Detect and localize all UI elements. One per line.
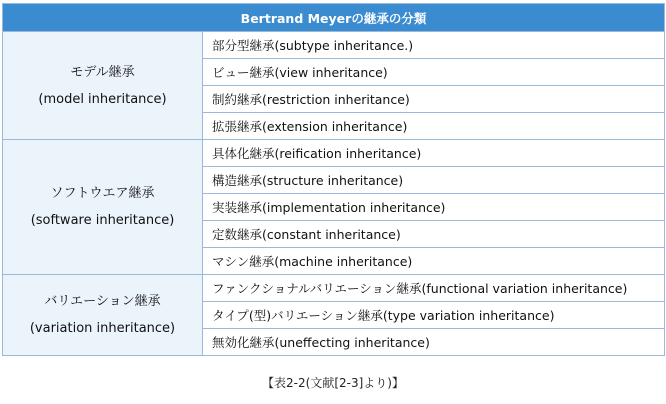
table-header-row	[3, 4, 665, 32]
table-row	[3, 32, 665, 59]
inheritance-item: 部分型継承(subtype inheritance.)	[203, 32, 665, 59]
category-name-ja: モデル継承	[70, 64, 135, 80]
inheritance-table-container	[2, 3, 664, 356]
table-title: Bertrand Meyerの継承の分類	[3, 4, 665, 32]
category-name-en: (model inheritance)	[38, 91, 167, 107]
table-row	[3, 140, 665, 167]
inheritance-classification-table	[2, 3, 665, 356]
category-cell-variation	[3, 275, 203, 356]
inheritance-item: 具体化継承(reification inheritance)	[203, 140, 665, 167]
inheritance-item: マシン継承(machine inheritance)	[203, 248, 665, 275]
category-name-ja: ソフトウエア継承	[50, 186, 155, 201]
inheritance-item: 定数継承(constant inheritance)	[203, 221, 665, 248]
table-row	[3, 275, 665, 302]
inheritance-item: タイプ(型)バリエーション継承(type variation inheritance)	[203, 302, 665, 329]
inheritance-item: 制約継承(restriction inheritance)	[203, 86, 665, 113]
inheritance-item: 構造継承(structure inheritance)	[203, 167, 665, 194]
inheritance-item: ファンクショナルバリエーション継承(functional variation inheritance)	[203, 275, 665, 302]
inheritance-item: 実装継承(implementation inheritance)	[203, 194, 665, 221]
inheritance-item: 拡張継承(extension inheritance)	[203, 113, 665, 140]
category-cell-model	[3, 32, 203, 140]
category-name-ja: バリエーション継承	[44, 294, 161, 309]
inheritance-item: ビュー継承(view inheritance)	[203, 59, 665, 86]
category-cell-software	[3, 140, 203, 275]
inheritance-item: 無効化継承(uneffecting inheritance)	[203, 329, 665, 356]
category-name-en: (software inheritance)	[30, 213, 175, 228]
table-caption: 【表2-2(文献[2-3]より)】	[262, 376, 404, 390]
category-name-en: (variation inheritance)	[29, 321, 176, 336]
